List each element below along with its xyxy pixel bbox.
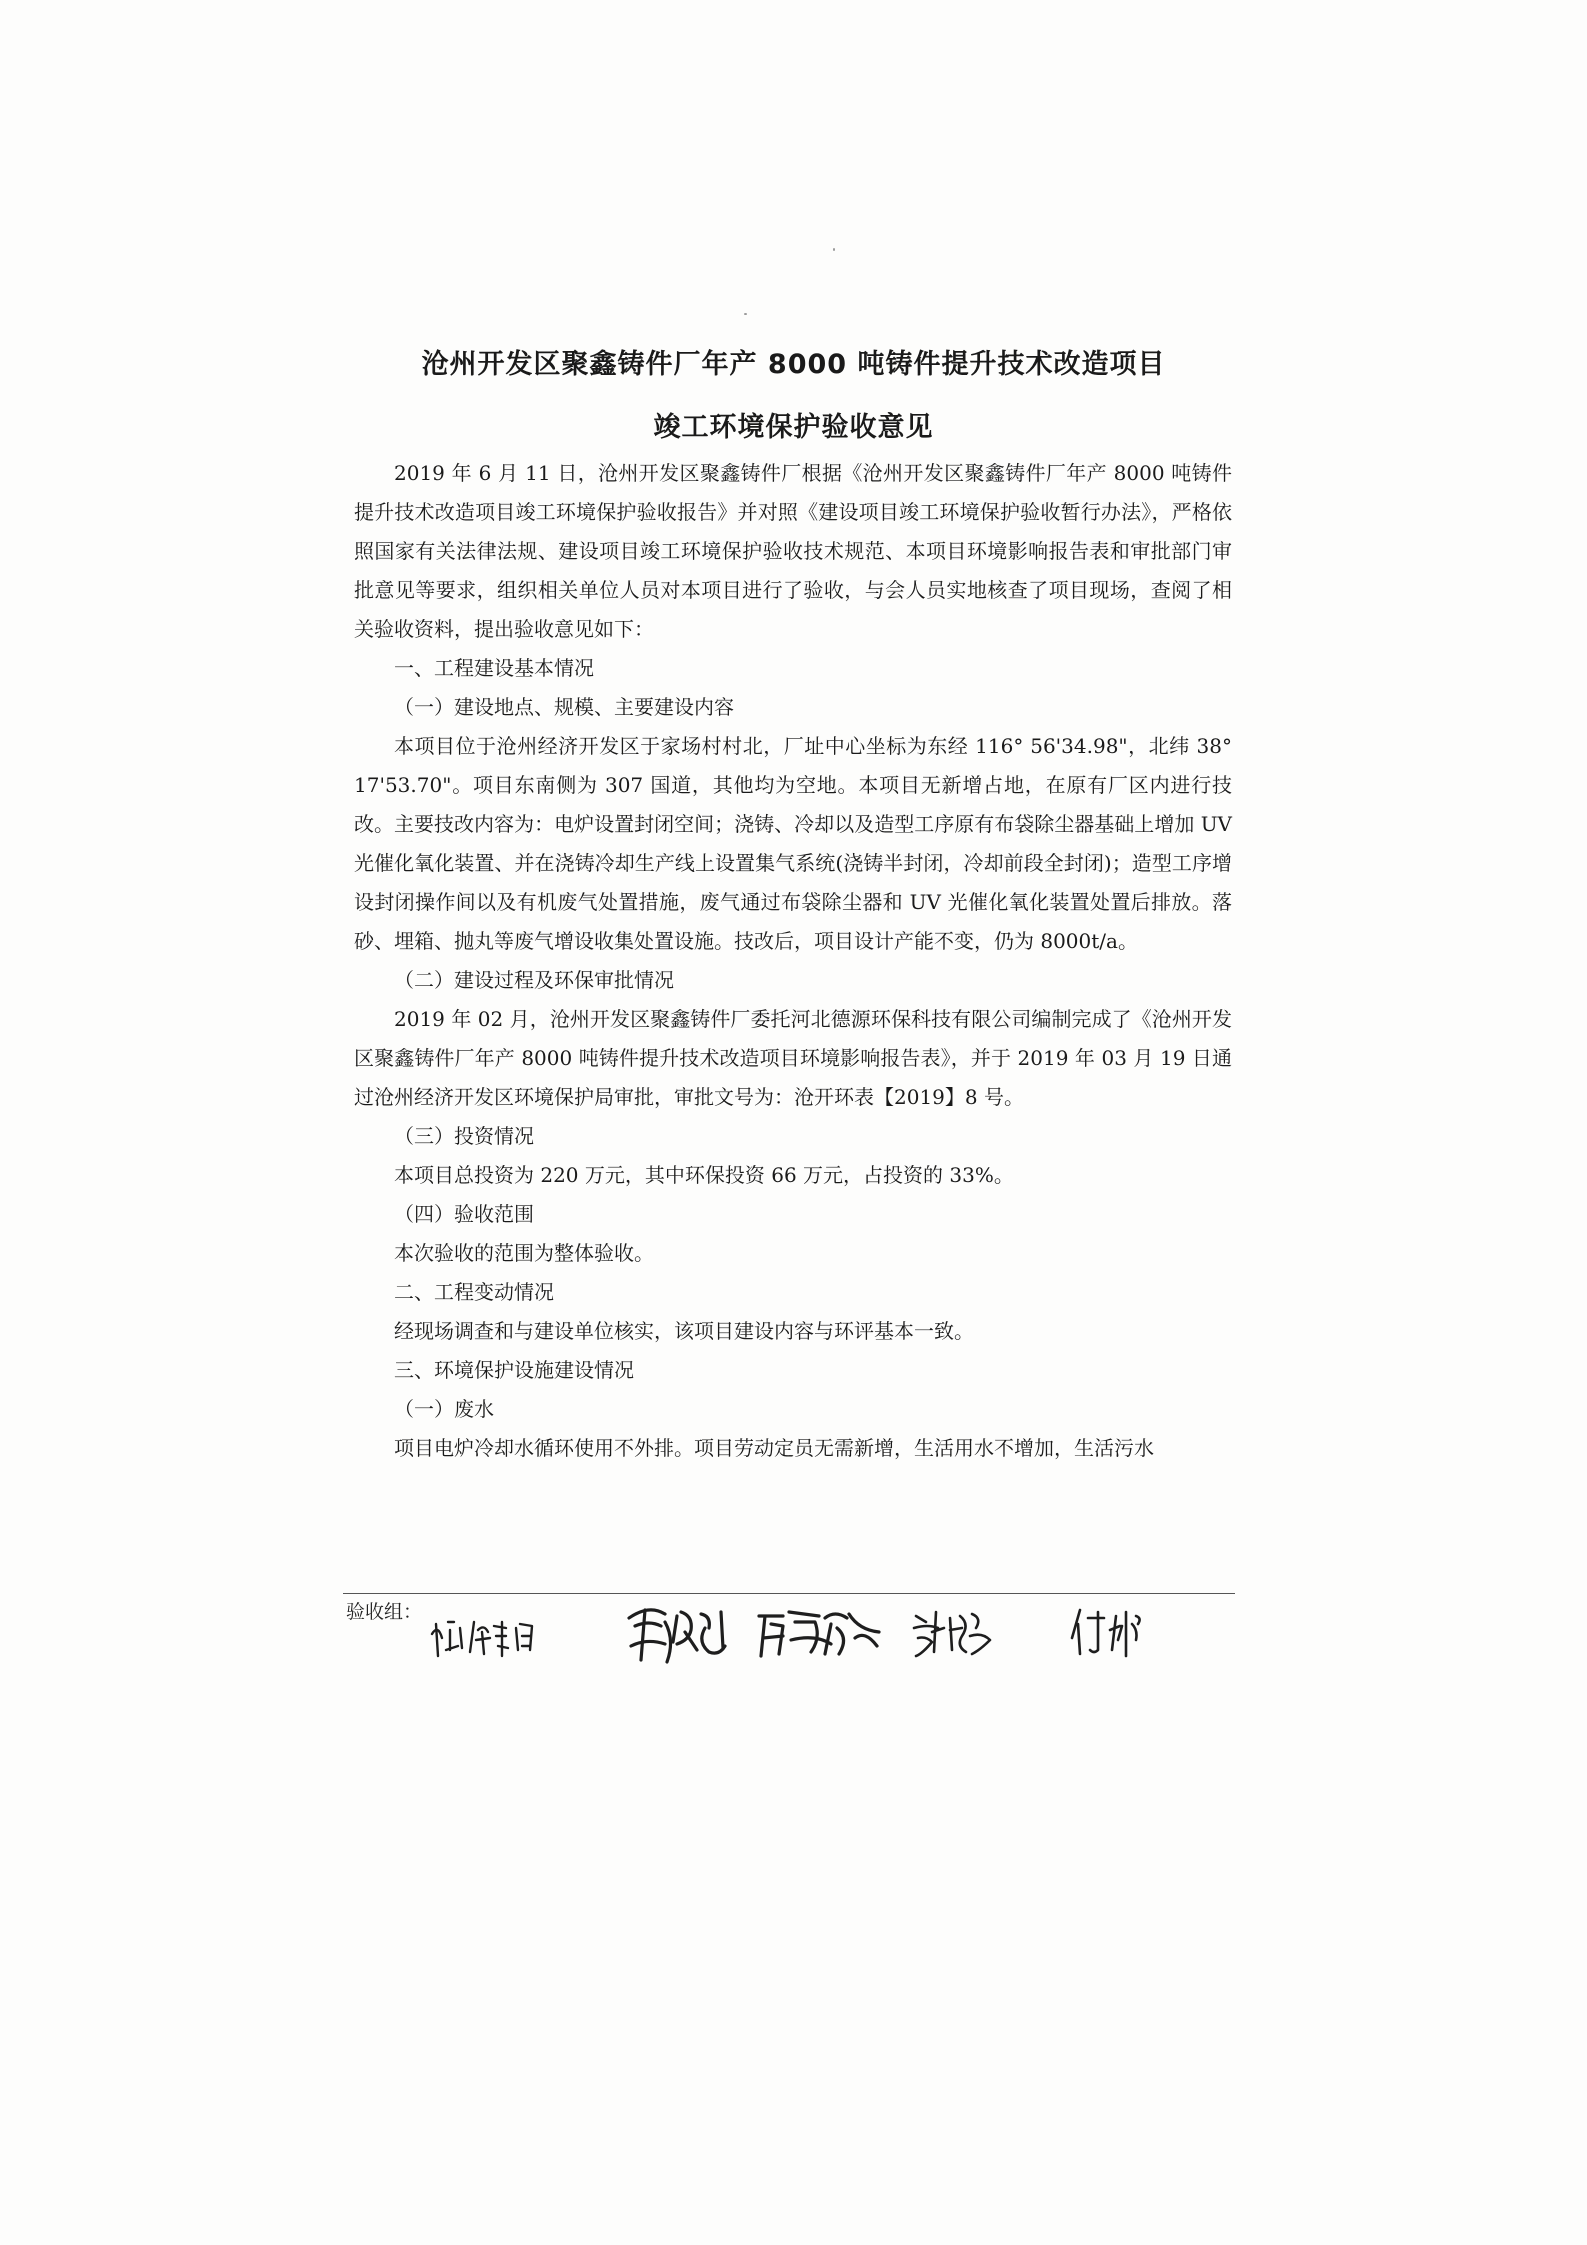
scan-speck	[833, 248, 835, 251]
subsection-heading: （二）建设过程及环保审批情况	[394, 968, 674, 992]
handwritten-signatures	[400, 1598, 1200, 1678]
signature	[629, 1610, 725, 1662]
document-title: 沧州开发区聚鑫铸件厂年产 8000 吨铸件提升技术改造项目	[421, 349, 1166, 380]
signature	[1072, 1610, 1140, 1656]
footer-divider	[343, 1593, 1235, 1594]
subsection-heading: （一）废水	[394, 1397, 494, 1421]
subsection-heading: （三）投资情况	[394, 1124, 534, 1148]
section-heading: 一、工程建设基本情况	[394, 656, 594, 680]
subsection-heading: （四）验收范围	[394, 1202, 534, 1226]
paragraph: 2019 年 6 月 11 日，沧州开发区聚鑫铸件厂根据《沧州开发区聚鑫铸件厂年产 8000 吨铸件提升技术改造项目竣工环境保护验收报告》并对照《建设项目竣工环境保护验收暂行办法》，严格依照国家有关法律法规、建设项目竣工环境保护验收技术规范、本项目环境影响报告表和审批部门审批意见等要求，组织相关单位人员对本项目进行了验收，与会人员实地核查了项目现场，查阅了相关验收资料，提出验收意见如下：	[354, 461, 1232, 641]
scan-speck	[744, 313, 747, 315]
paragraph: 本项目位于沧州经济开发区于家场村村北，厂址中心坐标为东经 116° 56'34.98"，北纬 38° 17'53.70"。项目东南侧为 307 国道，其他均为空地。本项目无新增占地，在原有厂区内进行技改。主要技改内容为：电炉设置封闭空间；浇铸、冷却以及造型工序原有布袋除尘器基础上增加 UV 光催化氧化装置、并在浇铸冷却生产线上设置集气系统(浇铸半封闭，冷却前段全封闭)；造型工序增设封闭操作间以及有机废气处置措施，废气通过布袋除尘器和 UV 光催化氧化装置处置后排放。落砂、埋箱、抛丸等废气增设收集处置设施。技改后，项目设计产能不变，仍为 8000t/a。	[354, 734, 1232, 953]
acceptance-group-label: 验收组：	[346, 1601, 423, 1623]
section-heading: 三、环境保护设施建设情况	[394, 1358, 634, 1382]
signature	[432, 1622, 532, 1656]
paragraph: 本次验收的范围为整体验收。	[394, 1241, 654, 1265]
subsection-heading: （一）建设地点、规模、主要建设内容	[394, 695, 734, 719]
paragraph: 经现场调查和与建设单位核实，该项目建设内容与环评基本一致。	[394, 1319, 974, 1343]
section-heading: 二、工程变动情况	[394, 1280, 554, 1304]
paragraph: 项目电炉冷却水循环使用不外排。项目劳动定员无需新增，生活用水不增加，生活污水	[394, 1436, 1154, 1460]
signature	[914, 1612, 990, 1656]
paragraph: 2019 年 02 月，沧州开发区聚鑫铸件厂委托河北德源环保科技有限公司编制完成了《沧州开发区聚鑫铸件厂年产 8000 吨铸件提升技术改造项目环境影响报告表》，并于 2019 年 03 月 19 日通过沧州经济开发区环境保护局审批，审批文号为：沧开环表【2019】8 号。	[354, 1007, 1232, 1109]
signature	[759, 1612, 879, 1656]
document-subtitle: 竣工环境保护验收意见	[653, 412, 934, 443]
document-body	[354, 454, 1232, 1468]
paragraph: 本项目总投资为 220 万元，其中环保投资 66 万元，占投资的 33%。	[394, 1163, 1014, 1187]
